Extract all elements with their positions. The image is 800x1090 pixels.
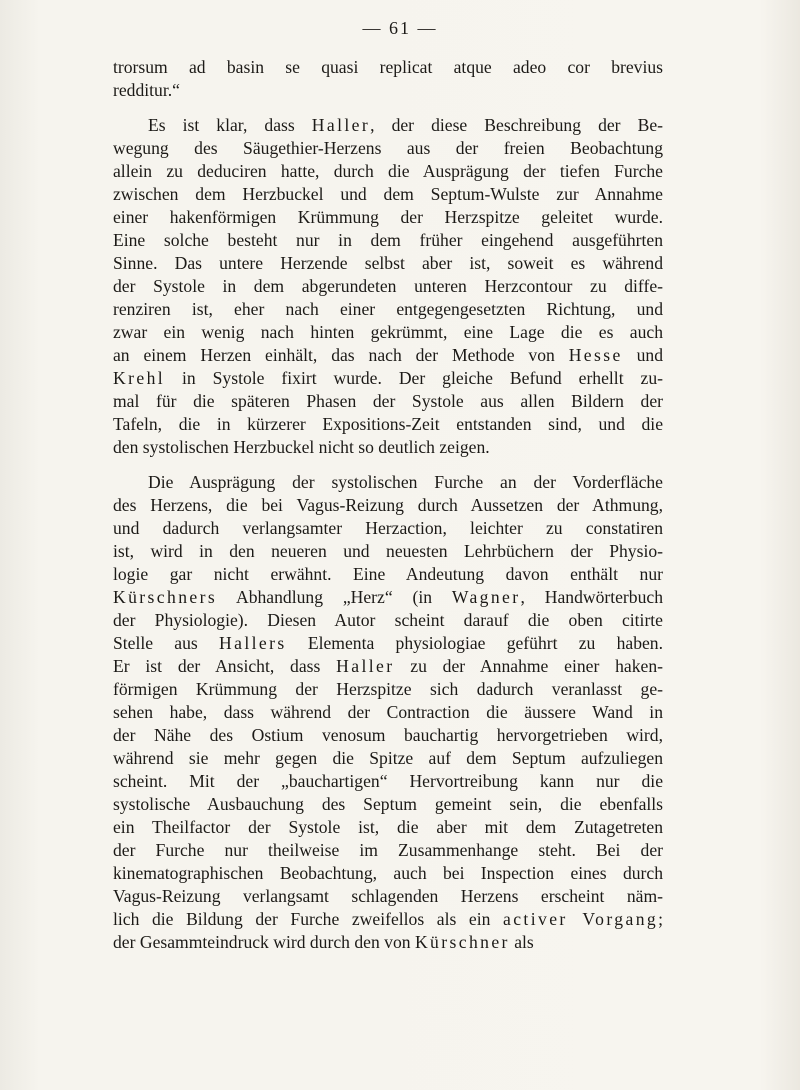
text-line bbox=[113, 471, 663, 494]
spaced-name: Hallers bbox=[219, 633, 287, 653]
text-segment: sehen habe, dass während der Contraction die äussere Wand in bbox=[113, 702, 663, 722]
text-line bbox=[113, 298, 663, 321]
text-line bbox=[113, 436, 663, 459]
text-segment: systolische Ausbauchung des Septum gemeint sein, die ebenfalls bbox=[113, 794, 663, 814]
paragraph bbox=[113, 471, 663, 954]
text-line bbox=[113, 862, 663, 885]
paragraph bbox=[113, 114, 663, 459]
text-segment: Abhandlung „Herz“ (in bbox=[217, 587, 452, 607]
text-segment: der Gesammteindruck wird durch den von bbox=[113, 932, 415, 952]
text-segment: Eine solche besteht nur in dem früher eingehend ausgeführten bbox=[113, 230, 663, 250]
text-line bbox=[113, 908, 663, 931]
text-line bbox=[113, 275, 663, 298]
text-segment: renziren ist, eher nach einer entgegengesetzten Richtung, und bbox=[113, 299, 663, 319]
text-line bbox=[113, 747, 663, 770]
text-segment: mal für die späteren Phasen der Systole aus allen Bildern der bbox=[113, 391, 663, 411]
spaced-name: activer Vorgang bbox=[503, 909, 659, 929]
text-segment: einer hakenförmigen Krümmung der Herzspitze geleitet wurde. bbox=[113, 207, 663, 227]
text-segment: , Handwörterbuch bbox=[520, 587, 663, 607]
text-segment: Es ist klar, dass bbox=[148, 115, 312, 135]
text-segment: lich die Bildung der Furche zweifellos als ein bbox=[113, 909, 503, 929]
text-line bbox=[113, 321, 663, 344]
text-line bbox=[113, 655, 663, 678]
spaced-name: Haller bbox=[336, 656, 395, 676]
text-segment: Tafeln, die in kürzerer Expositions-Zeit entstanden sind, und die bbox=[113, 414, 663, 434]
spaced-name: Haller bbox=[311, 115, 371, 135]
spaced-name: Wagner bbox=[451, 587, 521, 607]
text-segment: und bbox=[622, 345, 663, 365]
text-segment: während sie mehr gegen die Spitze auf dem Septum aufzuliegen bbox=[113, 748, 663, 768]
text-segment: zwischen dem Herzbuckel und dem Septum-Wulste zur Annahme bbox=[113, 184, 663, 204]
text-segment: an einem Herzen einhält, das nach der Methode von bbox=[113, 345, 569, 365]
text-segment: allein zu deduciren hatte, durch die Ausprägung der tiefen Furche bbox=[113, 161, 663, 181]
text-segment: Sinne. Das untere Herzende selbst aber ist, soweit es während bbox=[113, 253, 663, 273]
text-line bbox=[113, 206, 663, 229]
text-segment: scheint. Mit der „bauchartigen“ Hervortreibung kann nur die bbox=[113, 771, 663, 791]
text-segment: der Physiologie). Diesen Autor scheint darauf die oben citirte bbox=[113, 610, 663, 630]
text-segment: ist, wird in den neueren und neuesten Lehrbüchern der Physio- bbox=[113, 541, 663, 561]
text-line bbox=[113, 79, 663, 102]
text-line bbox=[113, 586, 663, 609]
text-line bbox=[113, 183, 663, 206]
page-number: — 61 — bbox=[362, 18, 438, 38]
text-line bbox=[113, 494, 663, 517]
spaced-name: Hesse bbox=[568, 345, 623, 365]
text-line bbox=[113, 609, 663, 632]
text-line bbox=[113, 885, 663, 908]
text-line bbox=[113, 770, 663, 793]
text-line bbox=[113, 56, 663, 79]
text-line bbox=[113, 724, 663, 747]
text-line bbox=[113, 839, 663, 862]
text-segment: trorsum ad basin se quasi replicat atque adeo cor brevius bbox=[113, 57, 663, 77]
text-segment: ein Theilfactor der Systole ist, die aber mit dem Zutagetreten bbox=[113, 817, 663, 837]
text-line bbox=[113, 344, 663, 367]
text-segment: redditur.“ bbox=[113, 80, 180, 100]
text-segment: Elementa physiologiae geführt zu haben. bbox=[286, 633, 663, 653]
text-segment: der Furche nur theilweise im Zusammenhange steht. Bei der bbox=[113, 840, 663, 860]
text-segment: der Systole in dem abgerundeten unteren Herzcontour zu diffe- bbox=[113, 276, 663, 296]
text-line bbox=[113, 517, 663, 540]
text-line bbox=[113, 816, 663, 839]
text-line bbox=[113, 540, 663, 563]
spaced-name: Kürschners bbox=[113, 587, 218, 607]
text-line bbox=[113, 229, 663, 252]
text-segment: als bbox=[509, 932, 534, 952]
text-line bbox=[113, 137, 663, 160]
text-line bbox=[113, 632, 663, 655]
text-line bbox=[113, 390, 663, 413]
text-segment: Vagus-Reizung verlangsamt schlagenden Herzens erscheint näm- bbox=[113, 886, 663, 906]
text-segment: zwar ein wenig nach hinten gekrümmt, eine Lage die es auch bbox=[113, 322, 663, 342]
body-text bbox=[113, 56, 663, 966]
text-line bbox=[113, 563, 663, 586]
text-segment: der Nähe des Ostium venosum bauchartig hervorgetrieben wird, bbox=[113, 725, 663, 745]
text-segment: kinematographischen Beobachtung, auch bei Inspection eines durch bbox=[113, 863, 663, 883]
text-segment: Stelle aus bbox=[113, 633, 220, 653]
text-line bbox=[113, 413, 663, 436]
text-segment: förmigen Krümmung der Herzspitze sich dadurch veranlasst ge- bbox=[113, 679, 663, 699]
paragraph bbox=[113, 56, 663, 102]
text-line bbox=[113, 678, 663, 701]
text-line bbox=[113, 931, 663, 954]
text-segment: Die Ausprägung der systolischen Furche an der Vorderfläche bbox=[148, 472, 663, 492]
text-segment: logie gar nicht erwähnt. Eine Andeutung davon enthält nur bbox=[113, 564, 663, 584]
text-segment: ; bbox=[658, 909, 664, 929]
text-line bbox=[113, 252, 663, 275]
text-segment: in Systole fixirt wurde. Der gleiche Befund erhellt zu- bbox=[165, 368, 663, 388]
spaced-name: Kürschner bbox=[414, 932, 510, 952]
text-line bbox=[113, 793, 663, 816]
text-segment: , der diese Beschreibung der Be- bbox=[370, 115, 663, 135]
text-segment: den systolischen Herzbuckel nicht so deutlich zeigen. bbox=[113, 437, 490, 457]
text-segment: wegung des Säugethier-Herzens aus der freien Beobachtung bbox=[113, 138, 663, 158]
text-segment: zu der Annahme einer haken- bbox=[394, 656, 663, 676]
text-line bbox=[113, 160, 663, 183]
text-line bbox=[113, 367, 663, 390]
text-line bbox=[113, 701, 663, 724]
text-segment: des Herzens, die bei Vagus-Reizung durch Aussetzen der Athmung, bbox=[113, 495, 663, 515]
spaced-name: Krehl bbox=[113, 368, 166, 388]
text-segment: und dadurch verlangsamter Herzaction, leichter zu constatiren bbox=[113, 518, 663, 538]
text-line bbox=[113, 114, 663, 137]
text-segment: Er ist der Ansicht, dass bbox=[113, 656, 337, 676]
